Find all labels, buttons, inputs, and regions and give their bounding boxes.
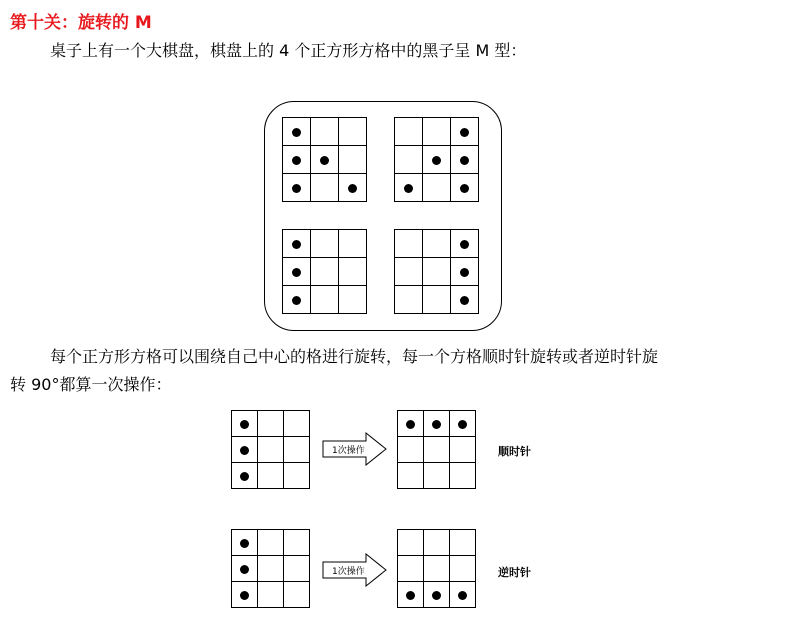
grid-row — [398, 437, 476, 463]
grid-row — [395, 174, 479, 202]
grid-cell — [395, 286, 423, 314]
black-piece — [460, 268, 469, 277]
grid-cell — [395, 230, 423, 258]
grid-cell — [311, 118, 339, 146]
grid-cell — [339, 146, 367, 174]
board-grid-top-right — [394, 117, 479, 202]
grid-cell — [424, 530, 450, 556]
example1-before-grid — [231, 410, 310, 489]
grid-cell — [258, 530, 284, 556]
black-piece — [240, 565, 249, 574]
black-piece — [292, 128, 301, 137]
grid-cell — [232, 530, 258, 556]
black-piece — [292, 184, 301, 193]
black-piece — [458, 420, 467, 429]
grid-cell — [423, 174, 451, 202]
grid-cell — [232, 411, 258, 437]
grid-cell — [284, 411, 310, 437]
grid-cell — [311, 286, 339, 314]
grid-cell — [450, 437, 476, 463]
grid-row — [232, 530, 310, 556]
level-title: 第十关：旋转的 M — [10, 13, 152, 33]
black-piece — [460, 240, 469, 249]
grid-cell — [423, 230, 451, 258]
black-piece — [460, 128, 469, 137]
rule-text-line2: 转 90°都算一次操作： — [10, 375, 172, 394]
grid-cell — [258, 463, 284, 489]
grid-cell — [451, 146, 479, 174]
grid-cell — [423, 146, 451, 174]
black-piece — [292, 268, 301, 277]
black-piece — [460, 296, 469, 305]
black-piece — [292, 240, 301, 249]
grid-cell — [398, 437, 424, 463]
grid-row — [283, 174, 367, 202]
grid-cell — [284, 530, 310, 556]
grid-cell — [258, 411, 284, 437]
grid-cell — [398, 530, 424, 556]
grid-row — [232, 556, 310, 582]
black-piece — [240, 539, 249, 548]
grid-cell — [398, 582, 424, 608]
grid-row — [283, 230, 367, 258]
grid-cell — [424, 463, 450, 489]
grid-cell — [450, 556, 476, 582]
black-piece — [240, 472, 249, 481]
grid-cell — [311, 174, 339, 202]
grid-cell — [339, 258, 367, 286]
grid-cell — [284, 437, 310, 463]
grid-row — [395, 118, 479, 146]
grid-cell — [450, 530, 476, 556]
grid-row — [283, 118, 367, 146]
grid-cell — [395, 174, 423, 202]
grid-cell — [424, 411, 450, 437]
grid-row — [232, 582, 310, 608]
rule-text-line1: 每个正方形方格可以围绕自己中心的格进行旋转，每一个方格顺时针旋转或者逆时针旋 — [50, 347, 659, 366]
grid-cell — [258, 437, 284, 463]
black-piece — [292, 156, 301, 165]
black-piece — [240, 591, 249, 600]
grid-row — [283, 286, 367, 314]
grid-cell — [311, 230, 339, 258]
grid-cell — [232, 582, 258, 608]
grid-cell — [283, 174, 311, 202]
grid-cell — [258, 556, 284, 582]
black-piece — [292, 296, 301, 305]
board-grid-bottom-left — [282, 229, 367, 314]
black-piece — [320, 156, 329, 165]
grid-row — [398, 411, 476, 437]
black-piece — [432, 156, 441, 165]
example1-direction-label: 顺时针 — [498, 445, 531, 458]
board-grid-top-left — [282, 117, 367, 202]
grid-cell — [258, 582, 284, 608]
black-piece — [240, 420, 249, 429]
grid-cell — [398, 411, 424, 437]
grid-cell — [395, 118, 423, 146]
example2-arrow-label: 1次操作 — [332, 567, 365, 577]
grid-cell — [450, 582, 476, 608]
grid-cell — [451, 174, 479, 202]
grid-cell — [395, 146, 423, 174]
board-grid-bottom-right — [394, 229, 479, 314]
grid-cell — [339, 118, 367, 146]
grid-cell — [283, 286, 311, 314]
grid-cell — [424, 556, 450, 582]
grid-row — [283, 146, 367, 174]
grid-row — [232, 411, 310, 437]
grid-cell — [451, 258, 479, 286]
grid-row — [232, 463, 310, 489]
intro-text: 桌子上有一个大棋盘，棋盘上的 4 个正方形方格中的黑子呈 M 型： — [50, 41, 527, 60]
grid-row — [398, 530, 476, 556]
grid-cell — [423, 118, 451, 146]
grid-row — [283, 258, 367, 286]
grid-row — [398, 582, 476, 608]
grid-cell — [398, 556, 424, 582]
grid-cell — [232, 556, 258, 582]
black-piece — [348, 184, 357, 193]
black-piece — [240, 446, 249, 455]
grid-cell — [424, 582, 450, 608]
example2-direction-label: 逆时针 — [498, 566, 531, 579]
grid-cell — [283, 258, 311, 286]
example1-after-grid — [397, 410, 476, 489]
grid-cell — [423, 258, 451, 286]
grid-row — [232, 437, 310, 463]
example1-arrow-label: 1次操作 — [332, 446, 365, 456]
black-piece — [460, 156, 469, 165]
grid-cell — [232, 437, 258, 463]
grid-row — [398, 556, 476, 582]
grid-cell — [283, 146, 311, 174]
grid-row — [395, 146, 479, 174]
grid-row — [395, 258, 479, 286]
grid-cell — [450, 411, 476, 437]
grid-cell — [283, 118, 311, 146]
grid-cell — [284, 556, 310, 582]
grid-cell — [451, 118, 479, 146]
black-piece — [460, 184, 469, 193]
grid-row — [398, 463, 476, 489]
grid-cell — [451, 230, 479, 258]
black-piece — [458, 591, 467, 600]
grid-cell — [424, 437, 450, 463]
grid-cell — [283, 230, 311, 258]
grid-cell — [311, 258, 339, 286]
black-piece — [406, 591, 415, 600]
black-piece — [432, 420, 441, 429]
grid-cell — [284, 463, 310, 489]
grid-cell — [339, 174, 367, 202]
example2-after-grid — [397, 529, 476, 608]
grid-cell — [284, 582, 310, 608]
black-piece — [432, 591, 441, 600]
grid-cell — [339, 230, 367, 258]
grid-cell — [311, 146, 339, 174]
grid-cell — [451, 286, 479, 314]
grid-cell — [232, 463, 258, 489]
grid-cell — [423, 286, 451, 314]
grid-row — [395, 286, 479, 314]
grid-row — [395, 230, 479, 258]
black-piece — [404, 184, 413, 193]
grid-cell — [398, 463, 424, 489]
example2-before-grid — [231, 529, 310, 608]
grid-cell — [450, 463, 476, 489]
grid-cell — [339, 286, 367, 314]
black-piece — [406, 420, 415, 429]
grid-cell — [395, 258, 423, 286]
